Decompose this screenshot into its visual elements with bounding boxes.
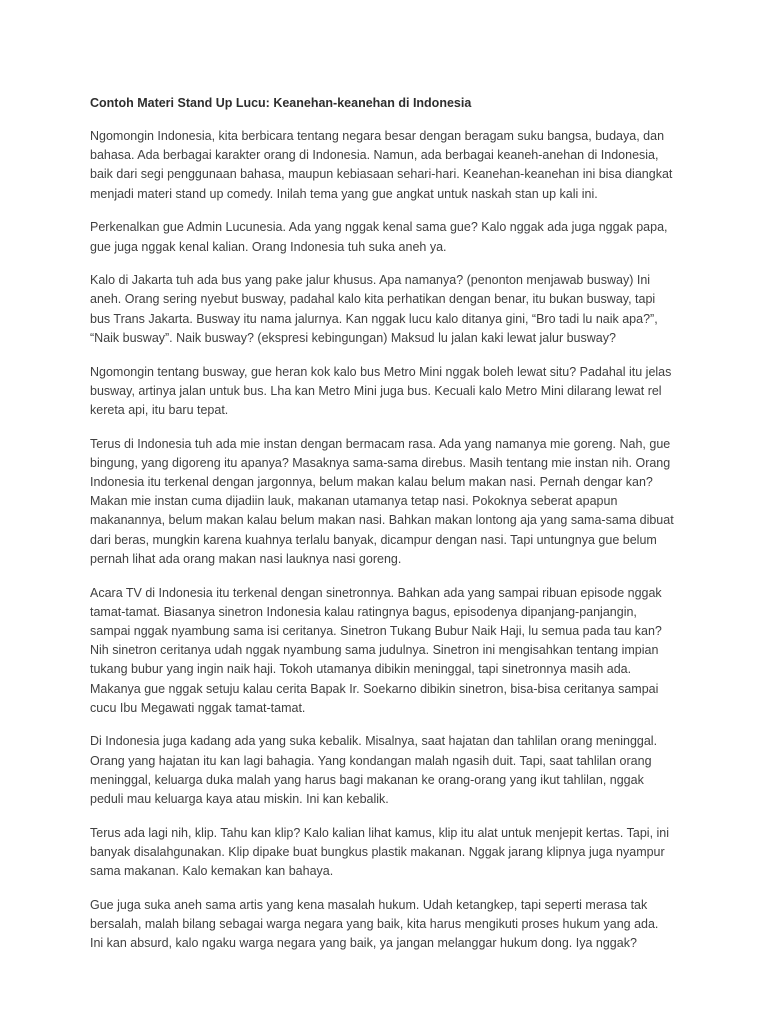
text-line: baik dari segi penggunaan bahasa, maupun kebiasaan sehari-hari. Keanehan-keanehan ini bisa diangkat: [90, 167, 673, 182]
text-line: pernah lihat ada orang makan nasi lauknya nasi goreng.: [90, 551, 402, 566]
text-line: bingung, yang digoreng itu apanya? Masaknya sama-sama direbus. Masih tentang mie instan nih. Orang: [90, 455, 671, 470]
text-line: Ngomongin tentang busway, gue heran kok kalo bus Metro Mini nggak boleh lewat situ? Padahal itu jelas: [90, 364, 672, 379]
text-line: bersalah, malah bilang sebagai warga negara yang baik, kita harus mengikuti proses hukum yang ada.: [90, 917, 659, 932]
text-line: Makan mie instan cuma dijadiin lauk, makanan utamanya tetap nasi. Pokoknya seberat apapun: [90, 494, 618, 509]
text-line: tamat-tamat. Biasanya sinetron Indonesia kalau ratingnya bagus, episodenya dipanjang-panjangin,: [90, 604, 637, 619]
text-line: Makanya gue nggak setuju kalau cerita Bapak Ir. Soekarno dibikin sinetron, bisa-bisa ceritanya sampai: [90, 681, 659, 696]
text-line: banyak disalahgunakan. Klip dipake buat bungkus plastik makanan. Nggak jarang klipnya juga nyampur: [90, 845, 665, 859]
text-line: makanannya, belum makan kalau belum makan nasi. Bahkan makan lontong aja yang sama-sama dibuat: [90, 513, 674, 528]
text-line: Ngomongin Indonesia, kita berbicara tentang negara besar dengan beragam suku bangsa, budaya, dan: [90, 129, 665, 143]
text-line: meninggal, keluarga duka malah yang harus bagi makanan ke orang-orang yang ikut tahlilan, nggak: [90, 772, 644, 787]
text-line: Terus di Indonesia tuh ada mie instan dengan bermacam rasa. Ada yang namanya mie goreng. Nah, gue: [90, 436, 671, 451]
paragraph: [90, 896, 680, 954]
text-line: tukang bubur yang ingin naik haji. Tokoh utamanya dibikin meninggal, tapi sinetronnya masih ada.: [90, 662, 632, 677]
paragraph: [90, 127, 680, 204]
document-title: Contoh Materi Stand Up Lucu: Keanehan-keanehan di Indonesia: [90, 96, 472, 110]
text-line: kereta api, itu baru tepat.: [90, 402, 229, 417]
document-body: [90, 127, 680, 954]
text-line: Gue juga suka aneh sama artis yang kena masalah hukum. Udah ketangkep, tapi seperti merasa tak: [90, 897, 648, 912]
text-line: aneh. Orang sering nyebut busway, padahal kalo kita perhatikan dengan benar, itu bukan busway, tapi: [90, 292, 656, 307]
text-line: bahasa. Ada berbagai karakter orang di Indonesia. Namun, ada berbagai keaneh-anehan di Indonesia,: [90, 148, 659, 163]
text-line: Orang yang hajatan itu kan lagi bahagia. Yang kondangan malah ngasih duit. Tapi, saat tahlilan orang: [90, 753, 652, 768]
text-line: busway, artinya jalan untuk bus. Lha kan Metro Mini juga bus. Kecuali kalo Metro Mini dilarang lewat rel: [90, 383, 662, 398]
paragraph: [90, 732, 680, 809]
paragraph: [90, 584, 680, 718]
text-line: Acara TV di Indonesia itu terkenal dengan sinetronnya. Bahkan ada yang sampai ribuan episode nggak: [90, 585, 662, 600]
text-line: gue juga nggak kenal kalian. Orang Indonesia tuh suka aneh ya.: [90, 239, 447, 254]
text-line: Perkenalkan gue Admin Lucunesia. Ada yang nggak kenal sama gue? Kalo nggak ada juga nggak papa,: [90, 220, 668, 235]
text-line: dari beras, mungkin karena kuahnya terlalu banyak, dicampur dengan nasi. Tapi untungnya gue belum: [90, 532, 657, 547]
text-line: Nih sinetron ceritanya udah nggak nyambung sama judulnya. Sinetron ini mengisahkan tentang impian: [90, 643, 659, 658]
paragraph: [90, 363, 680, 421]
text-line: menjadi materi stand up comedy. Inilah tema yang gue angkat untuk naskah stan up kali ini.: [90, 186, 598, 201]
text-line: cucu Ibu Megawati nggak tamat-tamat.: [90, 700, 306, 715]
paragraph: [90, 435, 680, 569]
text-line: Kalo di Jakarta tuh ada bus yang pake jalur khusus. Apa namanya? (penonton menjawab busway) Ini: [90, 273, 651, 288]
text-line: “Naik busway”. Naik busway? (ekspresi kebingungan) Maksud lu jalan kaki lewat jalur busway?: [90, 330, 616, 345]
paragraph: [90, 218, 680, 256]
text-line: Ini kan absurd, kalo ngaku warga negara yang baik, ya jangan melanggar hukum dong. Iya nggak?: [90, 936, 637, 951]
paragraph: [90, 271, 680, 348]
text-line: peduli mau keluarga kaya atau miskin. Ini kan kebalik.: [90, 792, 389, 807]
text-line: Indonesia itu terkenal dengan jargonnya, belum makan kalau belum makan nasi. Pernah dengar kan?: [90, 475, 653, 490]
paragraph: [90, 824, 680, 882]
text-line: sama makanan. Kalo kemakan kan bahaya.: [90, 864, 334, 879]
text-line: bus Trans Jakarta. Busway itu nama jalurnya. Kan nggak lucu kalo ditanya gini, “Bro tadi lu naik apa?”,: [90, 311, 658, 326]
text-line: Terus ada lagi nih, klip. Tahu kan klip? Kalo kalian lihat kamus, klip itu alat untuk menjepit kertas. Tapi, ini: [90, 825, 670, 840]
document-page: [90, 94, 680, 968]
text-line: Di Indonesia juga kadang ada yang suka kebalik. Misalnya, saat hajatan dan tahlilan orang meninggal.: [90, 734, 658, 749]
text-line: sampai nggak nyambung sama isi ceritanya. Sinetron Tukang Bubur Naik Haji, lu semua pada tau kan?: [90, 623, 662, 638]
